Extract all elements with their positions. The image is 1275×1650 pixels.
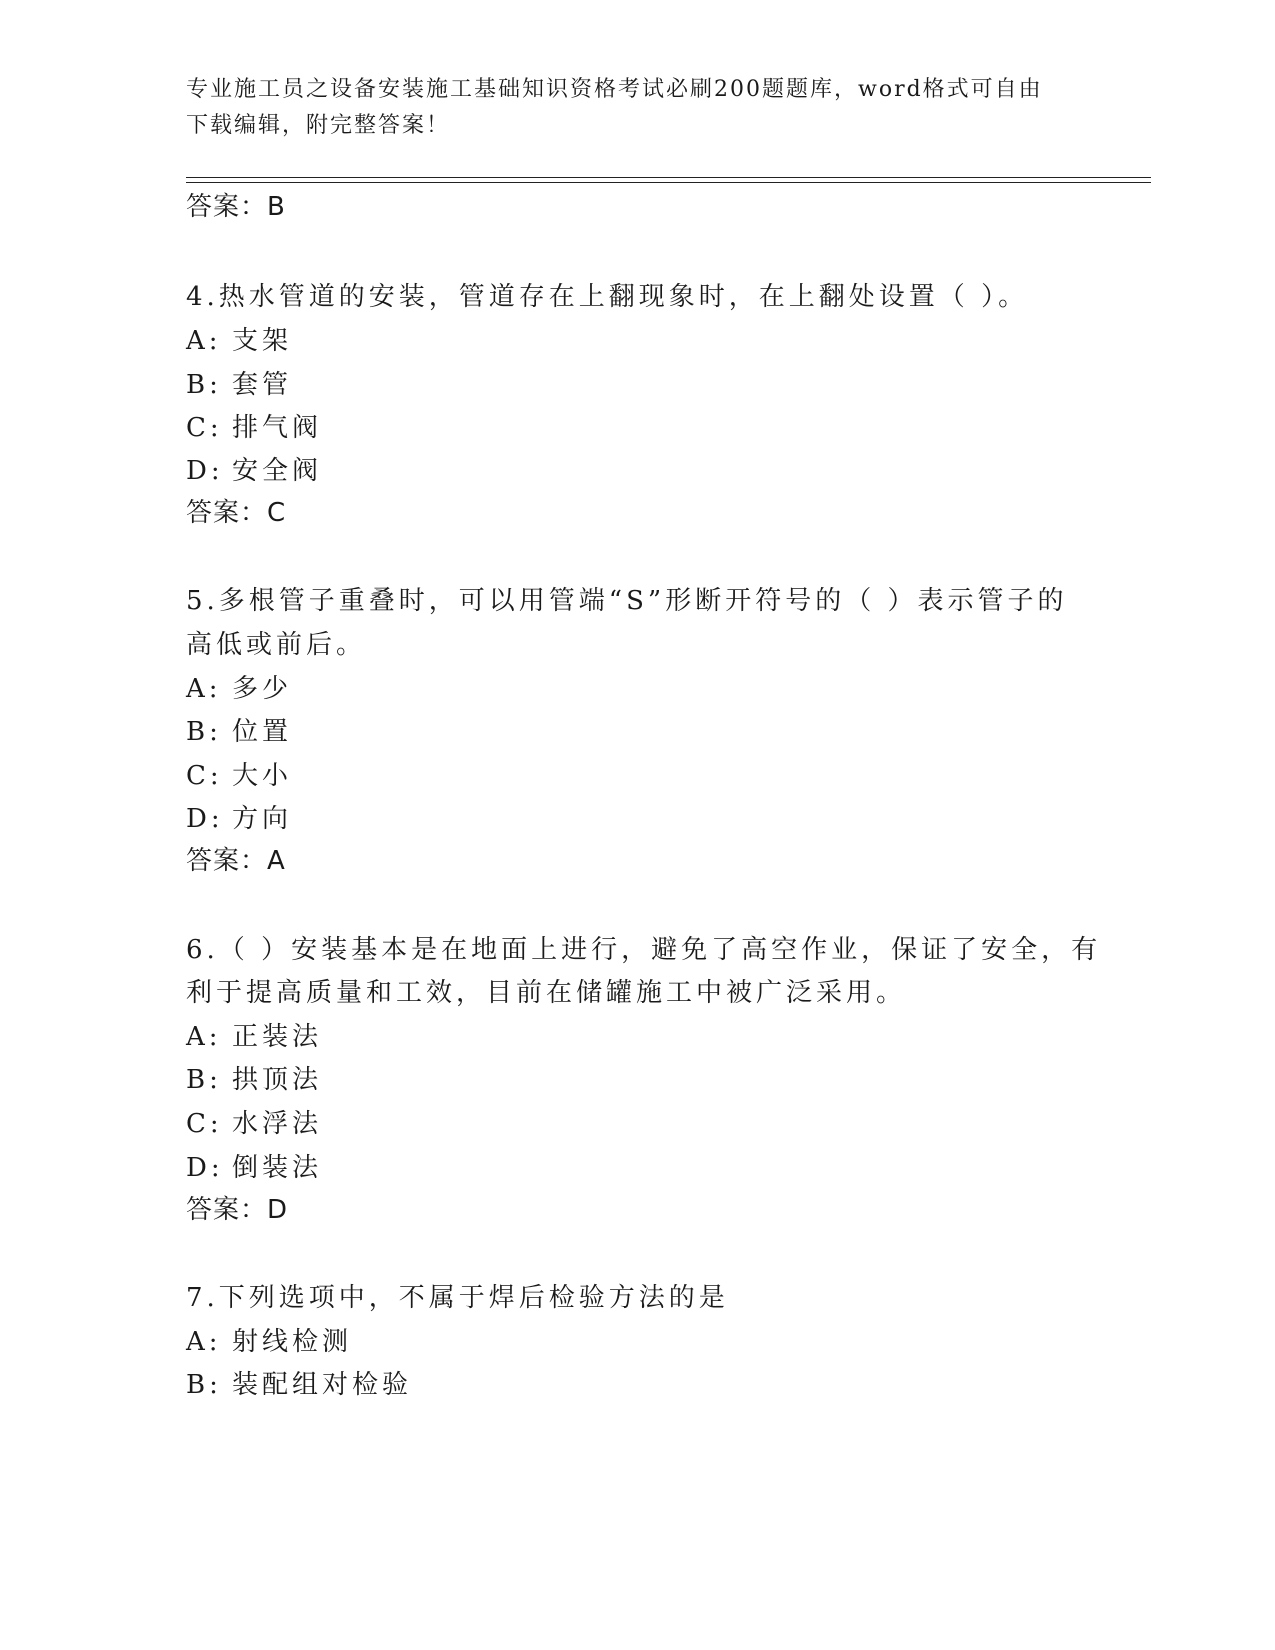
question-5-option-c: C: 大小 [186,761,293,791]
question-4-option-d: D: 安全阀 [186,456,323,486]
document-header [186,72,1066,144]
question-5-option-d: D: 方向 [186,804,293,834]
question-4-option-a: A: 支架 [186,326,293,356]
question-6-option-b: B: 拱顶法 [186,1065,323,1095]
question-5-stem-line-1: 5.多根管子重叠时，可以用管端“S”形断开符号的（ ）表示管子的 [186,586,1068,616]
header-divider-top [186,177,1151,178]
header-line-2: 下载编辑，附完整答案！ [186,113,451,138]
header-divider-bottom [186,182,1151,183]
question-4-option-c: C: 排气阀 [186,413,323,443]
question-7-option-a: A: 射线检测 [186,1327,353,1357]
question-7-stem: 7.下列选项中，不属于焊后检验方法的是 [186,1283,729,1313]
question-6-option-c: C: 水浮法 [186,1109,323,1139]
answer-q5: 答案：A [186,846,286,876]
question-4-option-b: B: 套管 [186,370,293,400]
answer-q4: 答案：C [186,498,287,528]
question-6-option-a: A: 正装法 [186,1022,323,1052]
question-5-option-b: B: 位置 [186,717,293,747]
question-7-option-b: B: 装配组对检验 [186,1370,413,1400]
question-5-stem-line-2: 高低或前后。 [186,630,367,660]
question-6-stem-line-1: 6.（ ）安装基本是在地面上进行，避免了高空作业，保证了安全，有 [186,935,1102,965]
answer-q3: 答案：B [186,192,286,222]
question-5-option-a: A: 多少 [186,674,293,704]
question-6-stem-line-2: 利于提高质量和工效，目前在储罐施工中被广泛采用。 [186,978,907,1008]
question-6-option-d: D: 倒装法 [186,1153,323,1183]
question-4-stem: 4.热水管道的安装，管道存在上翻现象时，在上翻处设置（ ）。 [186,282,1029,312]
header-line-1: 专业施工员之设备安装施工基础知识资格考试必刷200题题库，word格式可自由 [186,77,1043,102]
answer-q6: 答案：D [186,1195,289,1225]
